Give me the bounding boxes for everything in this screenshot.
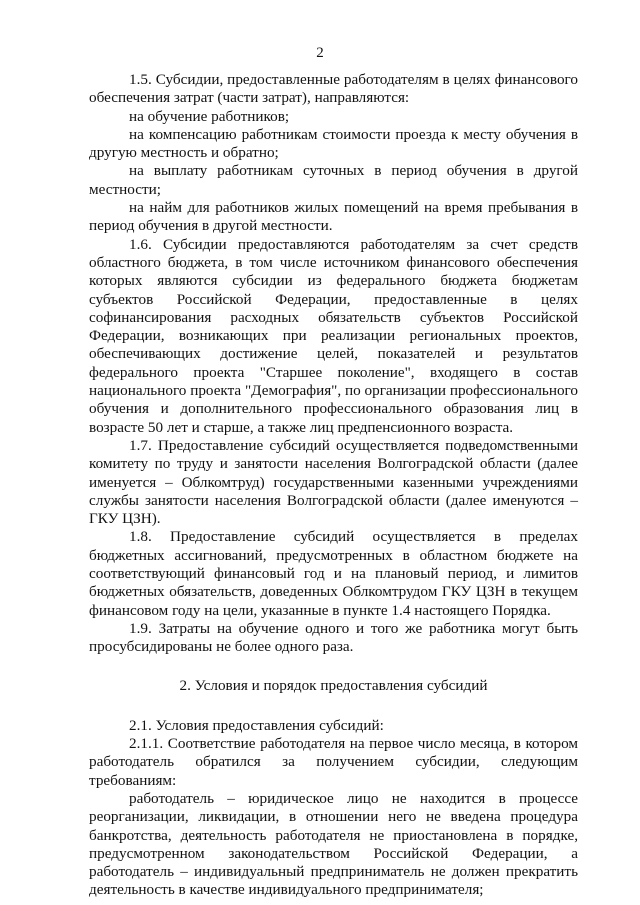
paragraph-1-5: 1.5. Субсидии, предоставленные работодателям в целях финансового обеспечения затрат (части затрат), направляются: <box>89 71 578 107</box>
paragraph-1-6: 1.6. Субсидии предоставляются работодателям за счет средств областного бюджета, в том числе источником финансового обеспечения которых являются субсидии из федерального бюджета бюджетам субъектов Российской Федерации, предоставленные в целях софинансирования расходных обязательств субъектов Российской Федерации, возникающих при реализации региональных проектов, обеспечивающих достижение целей, показателей и результатов федерального проекта "Старшее поколение", входящего в состав национального проекта "Демография", по организации профессионального обучения и дополнительного профессионального образования лиц в возрасте 50 лет и старше, а также лиц предпенсионного возраста. <box>89 235 578 436</box>
list-item-daily-allowance: на выплату работникам суточных в период обучения в другой местности; <box>89 162 578 198</box>
page-number: 2 <box>316 45 324 61</box>
section-heading: 2. Условия и порядок предоставления субсидий <box>179 676 488 694</box>
paragraph-1-8: 1.8. Предоставление субсидий осуществляется в пределах бюджетных ассигнований, предусмотренных в областном бюджете на соответствующий финансовый год и на плановый период, и лимитов бюджетных обязательств, доведенных Облкомтрудом ГКУ ЦЗН в текущем финансовом году на цели, указанные в пункте 1.4 настоящего Порядка. <box>89 528 578 619</box>
document-body <box>89 71 578 900</box>
list-item-training: на обучение работников; <box>129 107 290 125</box>
list-item-travel-compensation: на компенсацию работникам стоимости проезда к месту обучения в другую местность и обратно; <box>89 125 578 162</box>
paragraph-1-9: 1.9. Затраты на обучение одного и того же работника могут быть просубсидированы не более одного раза. <box>89 619 578 656</box>
list-item-housing: на найм для работников жилых помещений на время пребывания в период обучения в другой местности. <box>89 199 578 235</box>
paragraph-2-1-1: 2.1.1. Соответствие работодателя на первое число месяца, в котором работодатель обратился за получением субсидии, следующим требованиям: <box>89 735 578 789</box>
paragraph-employer-requirements: работодатель – юридическое лицо не находится в процессе реорганизации, ликвидации, в отношении него не введена процедура банкротства, деятельность работодателя не приостановлена в порядке, предусмотренном законодательством Российской Федерации, а работодатель – индивидуальный предприниматель не должен прекратить деятельность в качестве индивидуального предпринимателя; <box>89 789 578 899</box>
paragraph-1-7: 1.7. Предоставление субсидий осуществляется подведомственными комитету по труду и занятости населения Волгоградской области (далее именуется – Облкомтруд) государственными казенными учреждениями службы занятости населения Волгоградской области (далее именуются – ГКУ ЦЗН). <box>89 436 578 528</box>
paragraph-2-1: 2.1. Условия предоставления субсидий: <box>129 716 384 734</box>
